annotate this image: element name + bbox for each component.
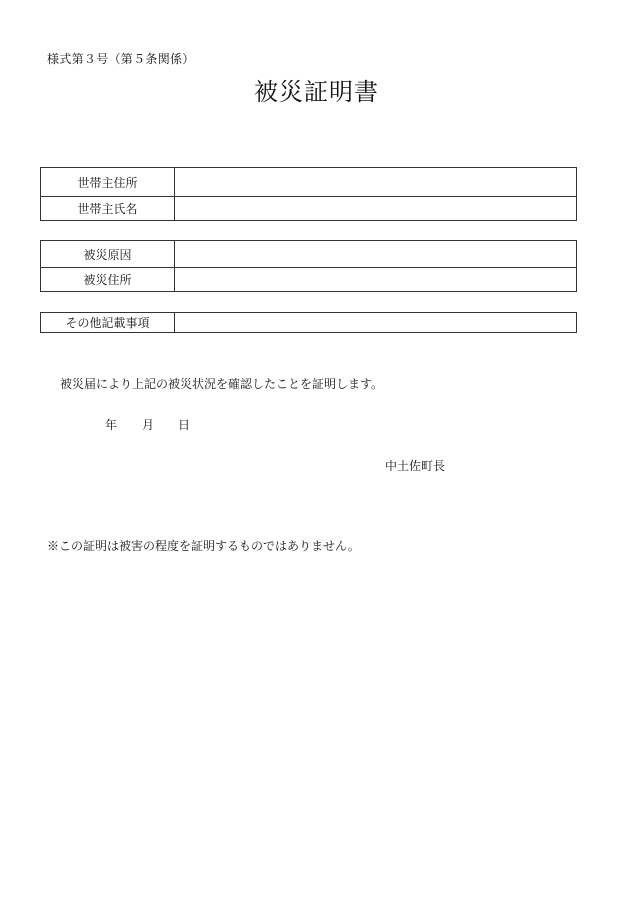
issuer-name: 中土佐町長 [385,459,446,473]
disaster-address-label: 被災住所 [41,268,175,292]
document-title: 被災証明書 [254,78,379,106]
household-address-field[interactable] [175,168,577,197]
form-number: 様式第３号（第５条関係） [47,52,195,66]
disaster-table [40,240,577,292]
household-address-label: 世帯主住所 [41,168,175,197]
household-name-field[interactable] [175,197,577,221]
other-notes-label: その他記載事項 [41,313,175,333]
household-name-label: 世帯主氏名 [41,197,175,221]
table-row [41,241,577,268]
table-row [41,313,577,333]
date-day-label: 日 [178,418,191,432]
disaster-cause-label: 被災原因 [41,241,175,268]
table-row [41,268,577,292]
date-year-label: 年 [105,418,118,432]
household-table [40,167,577,221]
footer-note: ※この証明は被害の程度を証明するものではありません。 [47,539,360,553]
other-notes-table [40,312,577,333]
disaster-address-field[interactable] [175,268,577,292]
table-row [41,168,577,197]
table-row [41,197,577,221]
certification-statement: 被災届により上記の被災状況を確認したことを証明します。 [60,377,384,391]
date-month-label: 月 [142,418,155,432]
other-notes-field[interactable] [175,313,577,333]
disaster-cause-field[interactable] [175,241,577,268]
